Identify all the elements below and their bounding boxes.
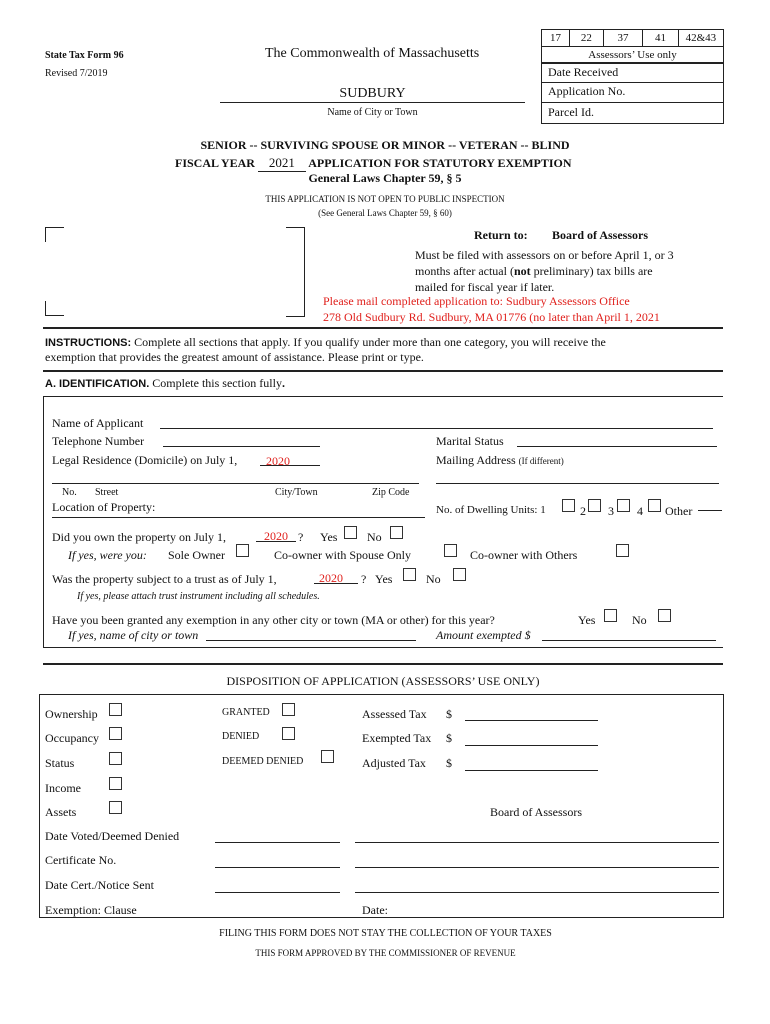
title-line-2	[175, 155, 572, 172]
footer-line-2: THIS FORM APPROVED BY THE COMMISSIONER OF REVENUE	[255, 948, 516, 958]
section-a-heading: A. IDENTIFICATION. Complete this section fully.	[45, 376, 285, 390]
dwelling-4-label: 4	[637, 504, 643, 518]
dwelling-other-label: Other	[665, 504, 693, 518]
mailing-address-text: Mailing Address	[436, 453, 516, 467]
income-label: Income	[45, 781, 81, 795]
instructions-line-1	[45, 335, 606, 350]
city-town-caption: City/Town	[275, 487, 318, 498]
deemed-denied-checkbox[interactable]	[321, 750, 334, 763]
own-no-checkbox[interactable]	[390, 526, 403, 539]
board-of-assessors-signature-label: Board of Assessors	[490, 805, 582, 819]
dwelling-2-checkbox[interactable]	[588, 499, 601, 512]
ownership-checkbox[interactable]	[109, 703, 122, 716]
other-city-no-checkbox[interactable]	[658, 609, 671, 622]
assessors-code-table	[541, 29, 724, 64]
assessed-tax-field[interactable]	[465, 720, 598, 721]
adjusted-tax-label: Adjusted Tax	[362, 756, 426, 770]
own-year-value: 2020	[264, 529, 288, 543]
dwelling-units-label: No. of Dwelling Units: 1	[436, 504, 546, 516]
code-cell: 17	[542, 30, 570, 47]
trust-no-label: No	[426, 572, 441, 586]
status-checkbox[interactable]	[109, 752, 122, 765]
application-no-label: Application No.	[548, 84, 626, 98]
name-of-applicant-label: Name of Applicant	[52, 416, 144, 430]
own-question: Did you own the property on July 1,	[52, 530, 226, 544]
form-number: State Tax Form 96	[45, 50, 124, 61]
mailing-address-label	[436, 453, 564, 468]
occupancy-label: Occupancy	[45, 731, 99, 745]
no-caption: No.	[62, 487, 77, 498]
commonwealth-title: The Commonwealth of Massachusetts	[265, 46, 480, 61]
dwelling-other-field[interactable]	[698, 510, 722, 511]
adjusted-tax-field[interactable]	[465, 770, 598, 771]
title-line-3: General Laws Chapter 59, § 5	[308, 171, 462, 185]
date-cert-field[interactable]	[215, 892, 340, 893]
street-caption: Street	[95, 487, 119, 498]
denied-label: DENIED	[222, 731, 260, 742]
code-cell: 42&43	[678, 30, 723, 47]
section-a-label: A. IDENTIFICATION.	[45, 378, 150, 390]
filing-text: months after actual (	[415, 264, 514, 278]
mailing-address-field[interactable]	[436, 483, 719, 484]
code-cell: 41	[643, 30, 679, 47]
exempted-tax-label: Exempted Tax	[362, 731, 432, 745]
identification-box	[43, 396, 723, 648]
sole-owner-label: Sole Owner	[168, 548, 225, 562]
instructions-line-2: exemption that provides the greatest amount of assistance. Please print or type.	[45, 350, 424, 364]
granted-checkbox[interactable]	[282, 703, 295, 716]
dwelling-3-label: 3	[608, 504, 614, 518]
denied-checkbox[interactable]	[282, 727, 295, 740]
footer-line-1: FILING THIS FORM DOES NOT STAY THE COLLECTION OF YOUR TAXES	[219, 928, 552, 939]
assessed-tax-label: Assessed Tax	[362, 707, 427, 721]
assessor-signature-line-2[interactable]	[355, 867, 719, 868]
own-yes-checkbox[interactable]	[344, 526, 357, 539]
trust-question: Was the property subject to a trust as of July 1,	[52, 572, 277, 586]
instructions-text: Complete all sections that apply. If you qualify under more than one category, you will receive the	[131, 335, 606, 349]
dwelling-2-label: 2	[580, 504, 586, 518]
granted-label: GRANTED	[222, 707, 270, 718]
mail-instructions-1: Please mail completed application to: Sudbury Assessors Office	[323, 294, 630, 308]
dwelling-3-checkbox[interactable]	[617, 499, 630, 512]
assessed-dollar: $	[446, 707, 452, 721]
amount-exempted-field[interactable]	[542, 640, 716, 641]
marital-status-field[interactable]	[517, 446, 717, 447]
legal-residence-label: Legal Residence (Domicile) on July 1,	[52, 453, 238, 467]
trust-no-checkbox[interactable]	[453, 568, 466, 581]
date-voted-field[interactable]	[215, 842, 340, 843]
title-line-1: SENIOR -- SURVIVING SPOUSE OR MINOR -- VETERAN -- BLIND	[200, 138, 570, 152]
co-owner-others-checkbox[interactable]	[616, 544, 629, 557]
divider	[541, 82, 724, 83]
exempted-tax-field[interactable]	[465, 745, 598, 746]
adjusted-dollar: $	[446, 756, 452, 770]
assets-checkbox[interactable]	[109, 801, 122, 814]
city-line	[220, 102, 525, 103]
if-yes-were-label: If yes, were you:	[68, 548, 147, 562]
legal-residence-address-field[interactable]	[52, 483, 419, 484]
fiscal-year-value[interactable]: 2021	[258, 155, 306, 172]
trust-year-value: 2020	[319, 571, 343, 585]
exemption-clause-label: Exemption: Clause	[45, 903, 137, 917]
revised-date: Revised 7/2019	[45, 68, 108, 79]
disposition-title: DISPOSITION OF APPLICATION (ASSESSORS’ USE ONLY)	[226, 674, 540, 688]
section-a-text: Complete this section fully	[149, 376, 282, 390]
filing-line-1: Must be filed with assessors on or before April 1, or 3	[415, 248, 674, 262]
disposition-rule	[43, 663, 723, 665]
amount-exempted-label: Amount exempted $	[436, 628, 531, 642]
co-owner-spouse-label: Co-owner with Spouse Only	[274, 548, 411, 562]
own-qmark: ?	[298, 530, 304, 544]
certificate-field[interactable]	[215, 867, 340, 868]
return-to-label: Return to:	[474, 228, 528, 242]
fiscal-prefix: FISCAL YEAR	[175, 156, 255, 170]
city-caption: Name of City or Town	[327, 107, 418, 118]
other-city-name-field[interactable]	[206, 640, 416, 641]
applicant-name-field[interactable]	[160, 428, 713, 429]
co-owner-spouse-checkbox[interactable]	[444, 544, 457, 557]
address-window	[45, 227, 305, 315]
date-received-label: Date Received	[548, 65, 619, 79]
other-city-question: Have you been granted any exemption in any other city or town (MA or other) for this year?	[52, 613, 495, 627]
assets-label: Assets	[45, 805, 77, 819]
date-cert-label: Date Cert./Notice Sent	[45, 878, 154, 892]
code-cell: 22	[570, 30, 604, 47]
marital-status-label: Marital Status	[436, 434, 504, 448]
co-owner-others-label: Co-owner with Others	[470, 548, 578, 562]
ownership-label: Ownership	[45, 707, 98, 721]
own-yes-label: Yes	[320, 530, 338, 544]
exempted-dollar: $	[446, 731, 452, 745]
location-label: Location of Property:	[52, 500, 156, 514]
code-cell: 37	[603, 30, 642, 47]
dwelling-1-checkbox[interactable]	[562, 499, 575, 512]
other-city-yes-label: Yes	[578, 613, 596, 627]
date-voted-label: Date Voted/Deemed Denied	[45, 829, 180, 843]
board-of-assessors-label: Board of Assessors	[552, 228, 649, 242]
if-yes-city-label: If yes, name of city or town	[68, 628, 199, 642]
date-label: Date:	[362, 903, 388, 917]
trust-note: If yes, please attach trust instrument including all schedules.	[77, 591, 320, 602]
zip-caption: Zip Code	[372, 487, 410, 498]
occupancy-checkbox[interactable]	[109, 727, 122, 740]
mail-instructions-2: 278 Old Sudbury Rd. Sudbury, MA 01776 (no later than April 1, 2021	[323, 310, 660, 324]
filing-line-2	[415, 264, 653, 279]
telephone-label: Telephone Number	[52, 434, 145, 448]
own-no-label: No	[367, 530, 382, 544]
city-name: SUDBURY	[339, 86, 406, 101]
assessor-signature-line-3[interactable]	[355, 892, 719, 893]
if-different-note: (If different)	[518, 456, 564, 466]
filing-text: preliminary) tax bills are	[530, 264, 653, 278]
other-city-yes-checkbox[interactable]	[604, 609, 617, 622]
divider	[541, 102, 724, 103]
instructions-rule	[43, 327, 723, 329]
location-field[interactable]	[52, 517, 425, 518]
sole-owner-checkbox[interactable]	[236, 544, 249, 557]
notice-line-2: (See General Laws Chapter 59, § 60)	[318, 208, 452, 218]
fiscal-suffix: APPLICATION FOR STATUTORY EXEMPTION	[308, 156, 572, 170]
telephone-field[interactable]	[163, 446, 320, 447]
income-checkbox[interactable]	[109, 777, 122, 790]
trust-yes-checkbox[interactable]	[403, 568, 416, 581]
deemed-denied-label: DEEMED DENIED	[222, 756, 304, 767]
trust-yes-label: Yes	[375, 572, 393, 586]
assessors-use-only: Assessors’ Use only	[542, 47, 724, 64]
filing-line-3: mailed for fiscal year if later.	[415, 280, 555, 294]
notice-line-1: THIS APPLICATION IS NOT OPEN TO PUBLIC INSPECTION	[265, 194, 505, 204]
other-city-no-label: No	[632, 613, 647, 627]
filing-not: not	[513, 264, 531, 278]
assessor-signature-line-1[interactable]	[355, 842, 719, 843]
trust-qmark: ?	[361, 572, 367, 586]
certificate-label: Certificate No.	[45, 853, 117, 867]
instructions-label: INSTRUCTIONS:	[45, 337, 132, 349]
status-label: Status	[45, 756, 75, 770]
parcel-id-label: Parcel Id.	[548, 105, 594, 119]
dwelling-4-checkbox[interactable]	[648, 499, 661, 512]
section-a-rule	[43, 370, 723, 372]
legal-residence-year: 2020	[266, 454, 290, 468]
